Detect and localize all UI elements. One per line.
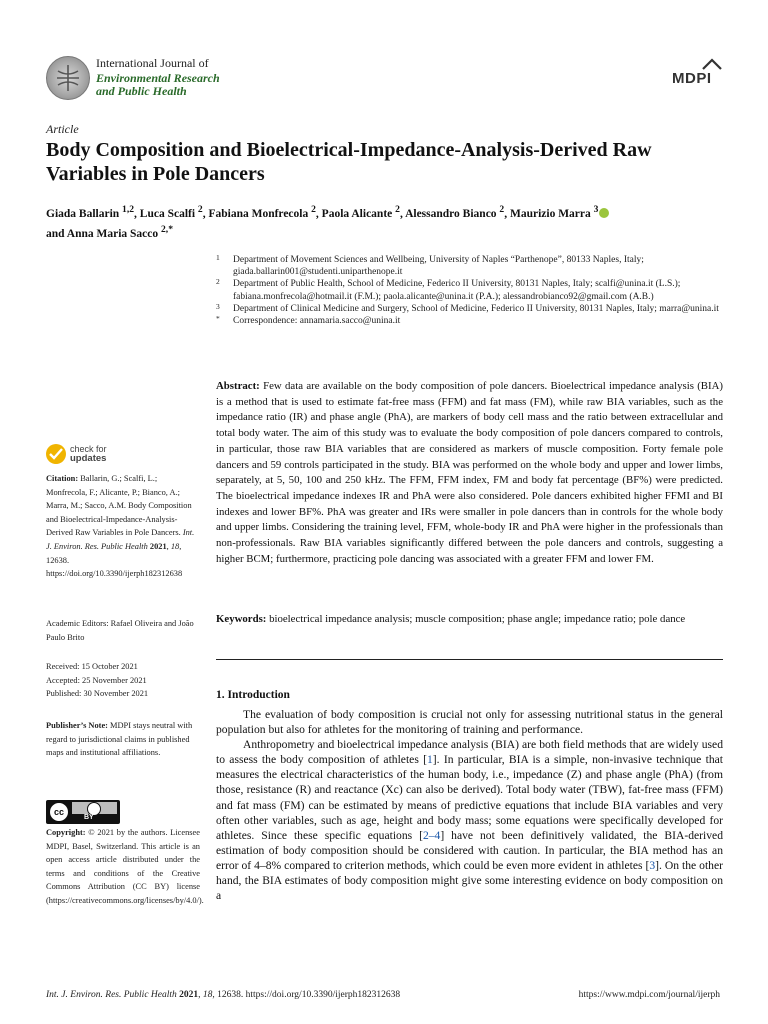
paragraph-text: ]. In particular, BIA is a simple, non-invasive technique that measures the electrical characteristics of the human body, i.e., impedance (Z) and phase angle (PhA) (from those, resistance (R) and reactance (Xc) can also be derived). Total body water (TBW), fat-free mass (FFM) and fat mass (FM) can be estimated by means of predictive equations that include BIA variables and very often other variables, such as age, height and body mass; some equations were specifically developed for athletes. Since these specific equations [ <box>216 753 723 842</box>
check-updates-icon <box>46 444 66 464</box>
journal-name-line1: International Journal of <box>96 56 209 70</box>
published-date: Published: 30 November 2021 <box>46 689 149 699</box>
section-divider <box>216 659 723 660</box>
affiliation-item <box>216 315 724 327</box>
affiliation-mark: 3 <box>216 301 220 311</box>
journal-logo-icon <box>46 56 90 100</box>
abstract-label: Abstract: <box>216 380 260 392</box>
abstract <box>216 379 723 567</box>
author-affil-sup: 3 <box>593 204 599 215</box>
affiliation-mark: 1 <box>216 253 220 262</box>
author-affil-sup: 1,2 <box>122 204 135 215</box>
publisher-note-label: Publisher’s Note: <box>46 721 108 730</box>
author-name[interactable]: and Anna Maria Sacco <box>46 227 159 240</box>
citation-year: 2021 <box>149 541 167 551</box>
received-date: Received: 15 October 2021 <box>46 662 138 671</box>
citation-text: Ballarin, G.; Scalfi, L.; Monfrecola, F.; Alicante, P.; Bianco, A.; Marra, M.; Sacco, A.M. Body Composition and Bioelectrical-Impedance-Analysis-Derived Raw Variables in Pole Dancers. <box>46 474 192 538</box>
check-updates-text: check for <box>70 444 107 454</box>
journal-name-line3: and Public Health <box>96 84 187 98</box>
affiliation-text: Department of Clinical Medicine and Surgery, School of Medicine, Federico II University, 80131 Naples, Italy; marra@unina.it <box>233 303 719 314</box>
affiliation-mark: 2 <box>216 277 220 287</box>
citation-link[interactable]: 1 <box>426 753 433 767</box>
publisher-note <box>46 719 200 760</box>
footer-citation: Int. J. Environ. Res. Public Health 2021, 18, 12638. https://doi.org/10.3390/ijerph182312638 <box>46 990 401 1000</box>
paper-title: Body Composition and Bioelectrical-Impedance-Analysis-Derived Raw Variables in Pole Dancers <box>46 139 652 185</box>
keywords-label: Keywords: <box>216 613 267 625</box>
publication-dates <box>46 660 200 701</box>
affiliations <box>216 254 724 327</box>
affiliation-item <box>216 254 724 278</box>
affiliation-item <box>216 278 724 302</box>
cc-by-label: BY <box>84 814 94 821</box>
paragraph-text: ]. On the other hand, the BIA estimates of body composition might give some interesting evidence on body composition on a <box>216 858 723 903</box>
author-list: Giada Ballarin $^{1,2}$, Luca Scalfi $^2$, Fabiana Monfrecola $^2$, Paola Alicante $^2$, Alessandro Bianco $^2$, Maurizio Marra $^3$ and Anna Maria Sacco $^{2,*}$ <box>46 202 736 242</box>
author-name[interactable]: Paola Alicante <box>321 207 393 220</box>
cc-by-license-icon[interactable] <box>46 800 120 824</box>
author-affil-sup: 2 <box>395 204 400 215</box>
copyright-label: Copyright: <box>46 828 86 837</box>
citation-volume: 18 <box>170 541 180 551</box>
journal-name-line2: Environmental Research <box>96 71 220 85</box>
citation-block: Citation: Ballarin, G.; Scalfi, L.; Monfrecola, F.; Alicante, P.; Bianco, A.; Marra, M.; Sacco, A.M. Body Composition and Bioelectrical-Impedance-Analysis-Derived Raw Variables in Pole Dancers. Int. J. Environ. Res. Public Health 2021, 18, 12638. https://doi.org/10.3390/ijerph182312638 <box>46 474 195 579</box>
copyright-block <box>46 826 204 908</box>
citation-doi[interactable]: , 12638. https://doi.org/10.3390/ijerph182312638 <box>46 541 183 579</box>
citation-journal: Int. J. Environ. Res. Public Health <box>46 528 195 551</box>
author-affil-sup: 2 <box>197 204 203 215</box>
cc-icon: cc <box>49 802 69 822</box>
keywords-text: bioelectrical impedance analysis; muscle composition; phase angle; impedance ratio; pole dance <box>269 613 686 625</box>
paragraph-text: Anthropometry and bioelectrical impedance analysis (BIA) are both field methods that are widely used to assess the body composition of athletes [ <box>216 738 723 767</box>
citation-link[interactable]: 3 <box>649 858 656 872</box>
footer-journal-url[interactable]: https://www.mdpi.com/journal/ijerph <box>578 990 720 1000</box>
author-name[interactable]: Giada Ballarin <box>46 207 120 220</box>
academic-editors: Academic Editors: Rafael Oliveira and João Paulo Brito <box>46 619 194 642</box>
abstract-text: Few data are available on the body composition of pole dancers. Bioelectrical impedance analysis (BIA) is a method that is used to estimate fat-free mass (FFM) and fat mass (FM), while raw BIA variables, such as the impedance ratio (IR) and phase angle (PhA), are markers of body cell mass and the ratio between extracellular and total body water. The aim of this study was to evaluate the body composition of pole dancers compared to controls, in particular, those raw BIA variables that are considered as markers of muscle composition. Forty female pole dancers and 59 controls participated in the study. BIA was performed on the whole body and upper and lower limbs, separately, at 5, 50, 100 and 250 kHz. The FFM, FFM index, FM and body fat percentage (BF%) were predicted. The bioelectrical impedance indexes IR and PhA were also considered. Pole dancers exhibited higher FFMI and BI indexes and lower BF%. PhA was greater and IRs were smaller in pole dancers than in controls for the whole body and upper limbs. Considering the training level, FFM, whole-body IR and PhA were higher in the professionals than non-professionals. Raw BIA variables significantly differed between the pole dancers and controls, suggesting a higher BCM; furthermore, practicing pole dancing was associated with a greater FFM and lower FM. <box>216 380 723 565</box>
accepted-date: Accepted: 25 November 2021 <box>46 675 147 685</box>
author-affil-sup: 2 <box>499 204 505 215</box>
publisher-note-text: MDPI stays neutral with regard to jurisdictional claims in published maps and institutional affiliations. <box>46 721 193 758</box>
affiliation-text: Department of Movement Sciences and Wellbeing, University of Naples “Parthenope”, 80133 Naples, Italy; giada.ballarin001@studenti.uniparthenope.it <box>233 255 644 278</box>
citation-label: Citation: <box>46 474 79 483</box>
paragraph <box>216 737 723 903</box>
paragraph: The evaluation of body composition is crucial not only for assessing nutritional status in the general population but also for athletes for the monitoring of training and performance. <box>216 708 723 737</box>
author-affil-sup: 2,* <box>161 223 173 235</box>
mdpi-logo-icon <box>701 58 723 70</box>
citation-link[interactable]: 2–4 <box>422 828 441 842</box>
copyright-text: © 2021 by the authors. Licensee MDPI, Basel, Switzerland. This article is an open access article distributed under the terms and conditions of the Creative Commons Attribution (CC BY) license (https://creativecommons.org/licenses/by/4.0/). <box>46 828 204 905</box>
section-heading-introduction: 1. Introduction <box>216 689 290 701</box>
article-type: Article <box>46 122 79 136</box>
check-updates-text-bold: updates <box>70 453 107 464</box>
affiliation-text: Correspondence: annamaria.sacco@unina.it <box>233 316 401 327</box>
author-name[interactable]: Maurizio Marra <box>509 207 591 220</box>
author-name[interactable]: Fabiana Monfrecola <box>208 207 309 220</box>
author-name[interactable]: Alessandro Bianco <box>405 207 497 220</box>
orcid-icon[interactable] <box>599 208 609 218</box>
author-name[interactable]: Luca Scalfi <box>139 207 196 220</box>
publisher-logo[interactable]: MDPI <box>672 70 712 87</box>
affiliation-text: Department of Public Health, School of Medicine, Federico II University, 80131 Naples, Italy; scalfi@unina.it (L.S.); fabiana.monfrecola@hotmail.it (F.M.); paola.alicante@unina.it (P.A.); alessandrobianco92@gmail.com (A.B.) <box>233 279 681 302</box>
author-affil-sup: 2 <box>311 204 316 215</box>
check-for-updates-badge[interactable] <box>46 444 146 468</box>
keywords <box>216 612 723 628</box>
footer-journal: Int. J. Environ. Res. Public Health <box>46 990 177 1000</box>
footer-doi[interactable]: , 12638. https://doi.org/10.3390/ijerph182312638 <box>212 990 401 1000</box>
affiliation-mark: * <box>216 314 220 324</box>
footer-year: 2021 <box>179 990 199 1000</box>
introduction-body <box>216 707 723 903</box>
footer-volume: 18 <box>202 990 213 1000</box>
affiliation-item <box>216 303 724 315</box>
paragraph-text: ] have not been definitively validated, the BIA-derived estimation of body composition should be considered with caution. In particular, the BIA method has an error of 4–8% compared to criterion methods, which could be even more evident in athletes [ <box>216 828 723 872</box>
